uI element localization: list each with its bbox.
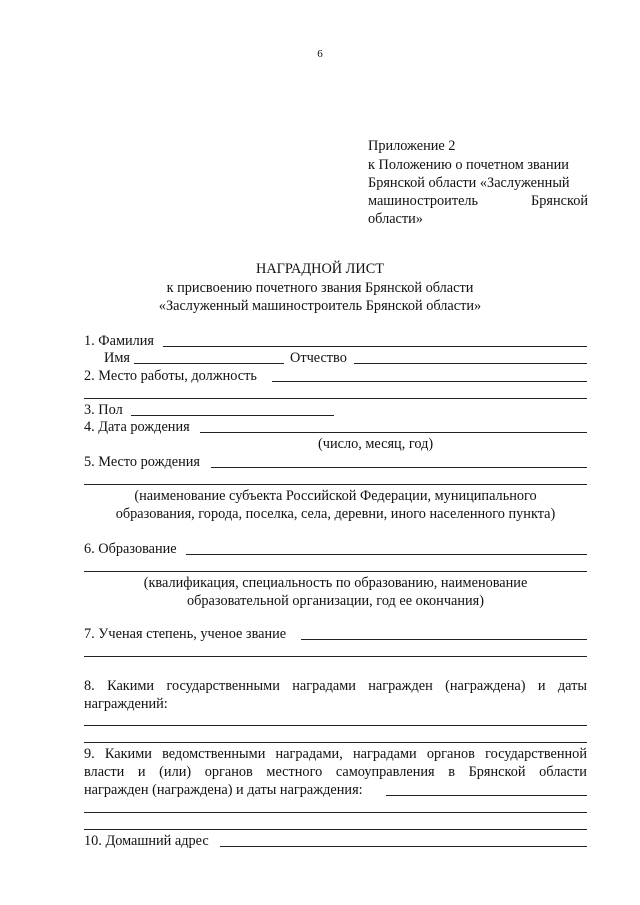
state-awards-word: государственными	[166, 678, 280, 694]
appendix-line-3: Брянской области «Заслуженный	[368, 175, 570, 191]
name-label: Имя	[104, 350, 130, 366]
departmental-awards-word: органов	[204, 764, 253, 780]
name-input-line[interactable]	[134, 363, 284, 364]
departmental-awards-input-line[interactable]	[386, 795, 587, 796]
workplace-input-line[interactable]	[272, 381, 587, 382]
state-awards-word: (награждена)	[445, 678, 526, 694]
state-awards-word: Какими	[107, 678, 155, 694]
state-awards-label-2: награждений:	[84, 696, 168, 712]
education-hint-2: образовательной организации, год ее окончания)	[186, 593, 485, 609]
state-awards-word: и	[537, 678, 546, 694]
departmental-awards-word: государственной	[485, 746, 587, 762]
departmental-awards-word: наградами,	[275, 746, 343, 762]
appendix-line-1: Приложение 2	[368, 138, 456, 154]
departmental-awards-input-line-3[interactable]	[84, 829, 587, 830]
degree-input-line-2[interactable]	[84, 656, 587, 657]
state-awards-input-line-1[interactable]	[84, 725, 587, 726]
gender-label: 3. Пол	[84, 402, 123, 418]
surname-input-line[interactable]	[163, 346, 587, 347]
education-label: 6. Образование	[84, 541, 177, 557]
departmental-awards-line-1	[84, 745, 587, 763]
birthplace-input-line[interactable]	[211, 467, 587, 468]
state-awards-word: даты	[557, 678, 587, 694]
appendix-line-4	[368, 192, 588, 210]
workplace-input-line-2[interactable]	[84, 398, 587, 399]
surname-label: 1. Фамилия	[84, 333, 154, 349]
departmental-awards-line-3: награжден (награждена) и даты награждения:	[84, 782, 363, 798]
departmental-awards-word: области	[539, 764, 587, 780]
document-title: НАГРАДНОЙ ЛИСТ	[256, 261, 384, 277]
departmental-awards-word: органов	[426, 746, 475, 762]
birthplace-hint-1: (наименование субъекта Российской Федерации, муниципального	[134, 488, 537, 504]
education-input-line[interactable]	[186, 554, 587, 555]
education-input-line-2[interactable]	[84, 571, 587, 572]
patronymic-label: Отчество	[290, 350, 347, 366]
appendix-line-5: области»	[368, 211, 423, 227]
page-number: 6	[317, 48, 323, 60]
departmental-awards-word: ведомственными	[162, 746, 266, 762]
state-awards-word: 8.	[84, 678, 95, 694]
state-awards-label	[84, 677, 587, 695]
home-address-input-line[interactable]	[220, 846, 587, 847]
workplace-label: 2. Место работы, должность	[84, 368, 257, 384]
appendix-line-4-left: машиностроитель	[368, 193, 479, 209]
departmental-awards-word: Брянской	[468, 764, 526, 780]
departmental-awards-word: наградами	[352, 746, 417, 762]
patronymic-input-line[interactable]	[354, 363, 587, 364]
departmental-awards-input-line-2[interactable]	[84, 812, 587, 813]
departmental-awards-word: самоуправления	[335, 764, 435, 780]
appendix-line-4-right: Брянской	[531, 193, 588, 209]
state-awards-word: наградами	[292, 678, 356, 694]
birthplace-label: 5. Место рождения	[84, 454, 200, 470]
state-awards-input-line-2[interactable]	[84, 742, 587, 743]
departmental-awards-word: в	[448, 764, 455, 780]
birthdate-hint: (число, месяц, год)	[318, 436, 434, 452]
birthdate-input-line[interactable]	[200, 432, 587, 433]
state-awards-word: награжден	[368, 678, 433, 694]
gender-input-line[interactable]	[131, 415, 334, 416]
departmental-awards-word: власти	[84, 764, 125, 780]
departmental-awards-line-2	[84, 763, 587, 781]
departmental-awards-word: (или)	[159, 764, 192, 780]
departmental-awards-word: Какими	[104, 746, 152, 762]
birthplace-hint-2: образования, города, поселка, села, деревни, иного населенного пункта)	[115, 506, 556, 522]
document-subtitle-2: «Заслуженный машиностроитель Брянской области»	[158, 298, 482, 314]
birthplace-input-line-2[interactable]	[84, 484, 587, 485]
degree-label: 7. Ученая степень, ученое звание	[84, 626, 287, 642]
departmental-awards-word: местного	[266, 764, 323, 780]
departmental-awards-word: 9.	[84, 746, 95, 762]
degree-input-line[interactable]	[301, 639, 587, 640]
birthdate-label: 4. Дата рождения	[84, 419, 190, 435]
departmental-awards-word: и	[137, 764, 146, 780]
document-subtitle-1: к присвоению почетного звания Брянской области	[166, 280, 474, 296]
home-address-label: 10. Домашний адрес	[84, 833, 209, 849]
appendix-line-2: к Положению о почетном звании	[368, 157, 569, 173]
education-hint-1: (квалификация, специальность по образованию, наименование	[143, 575, 528, 591]
